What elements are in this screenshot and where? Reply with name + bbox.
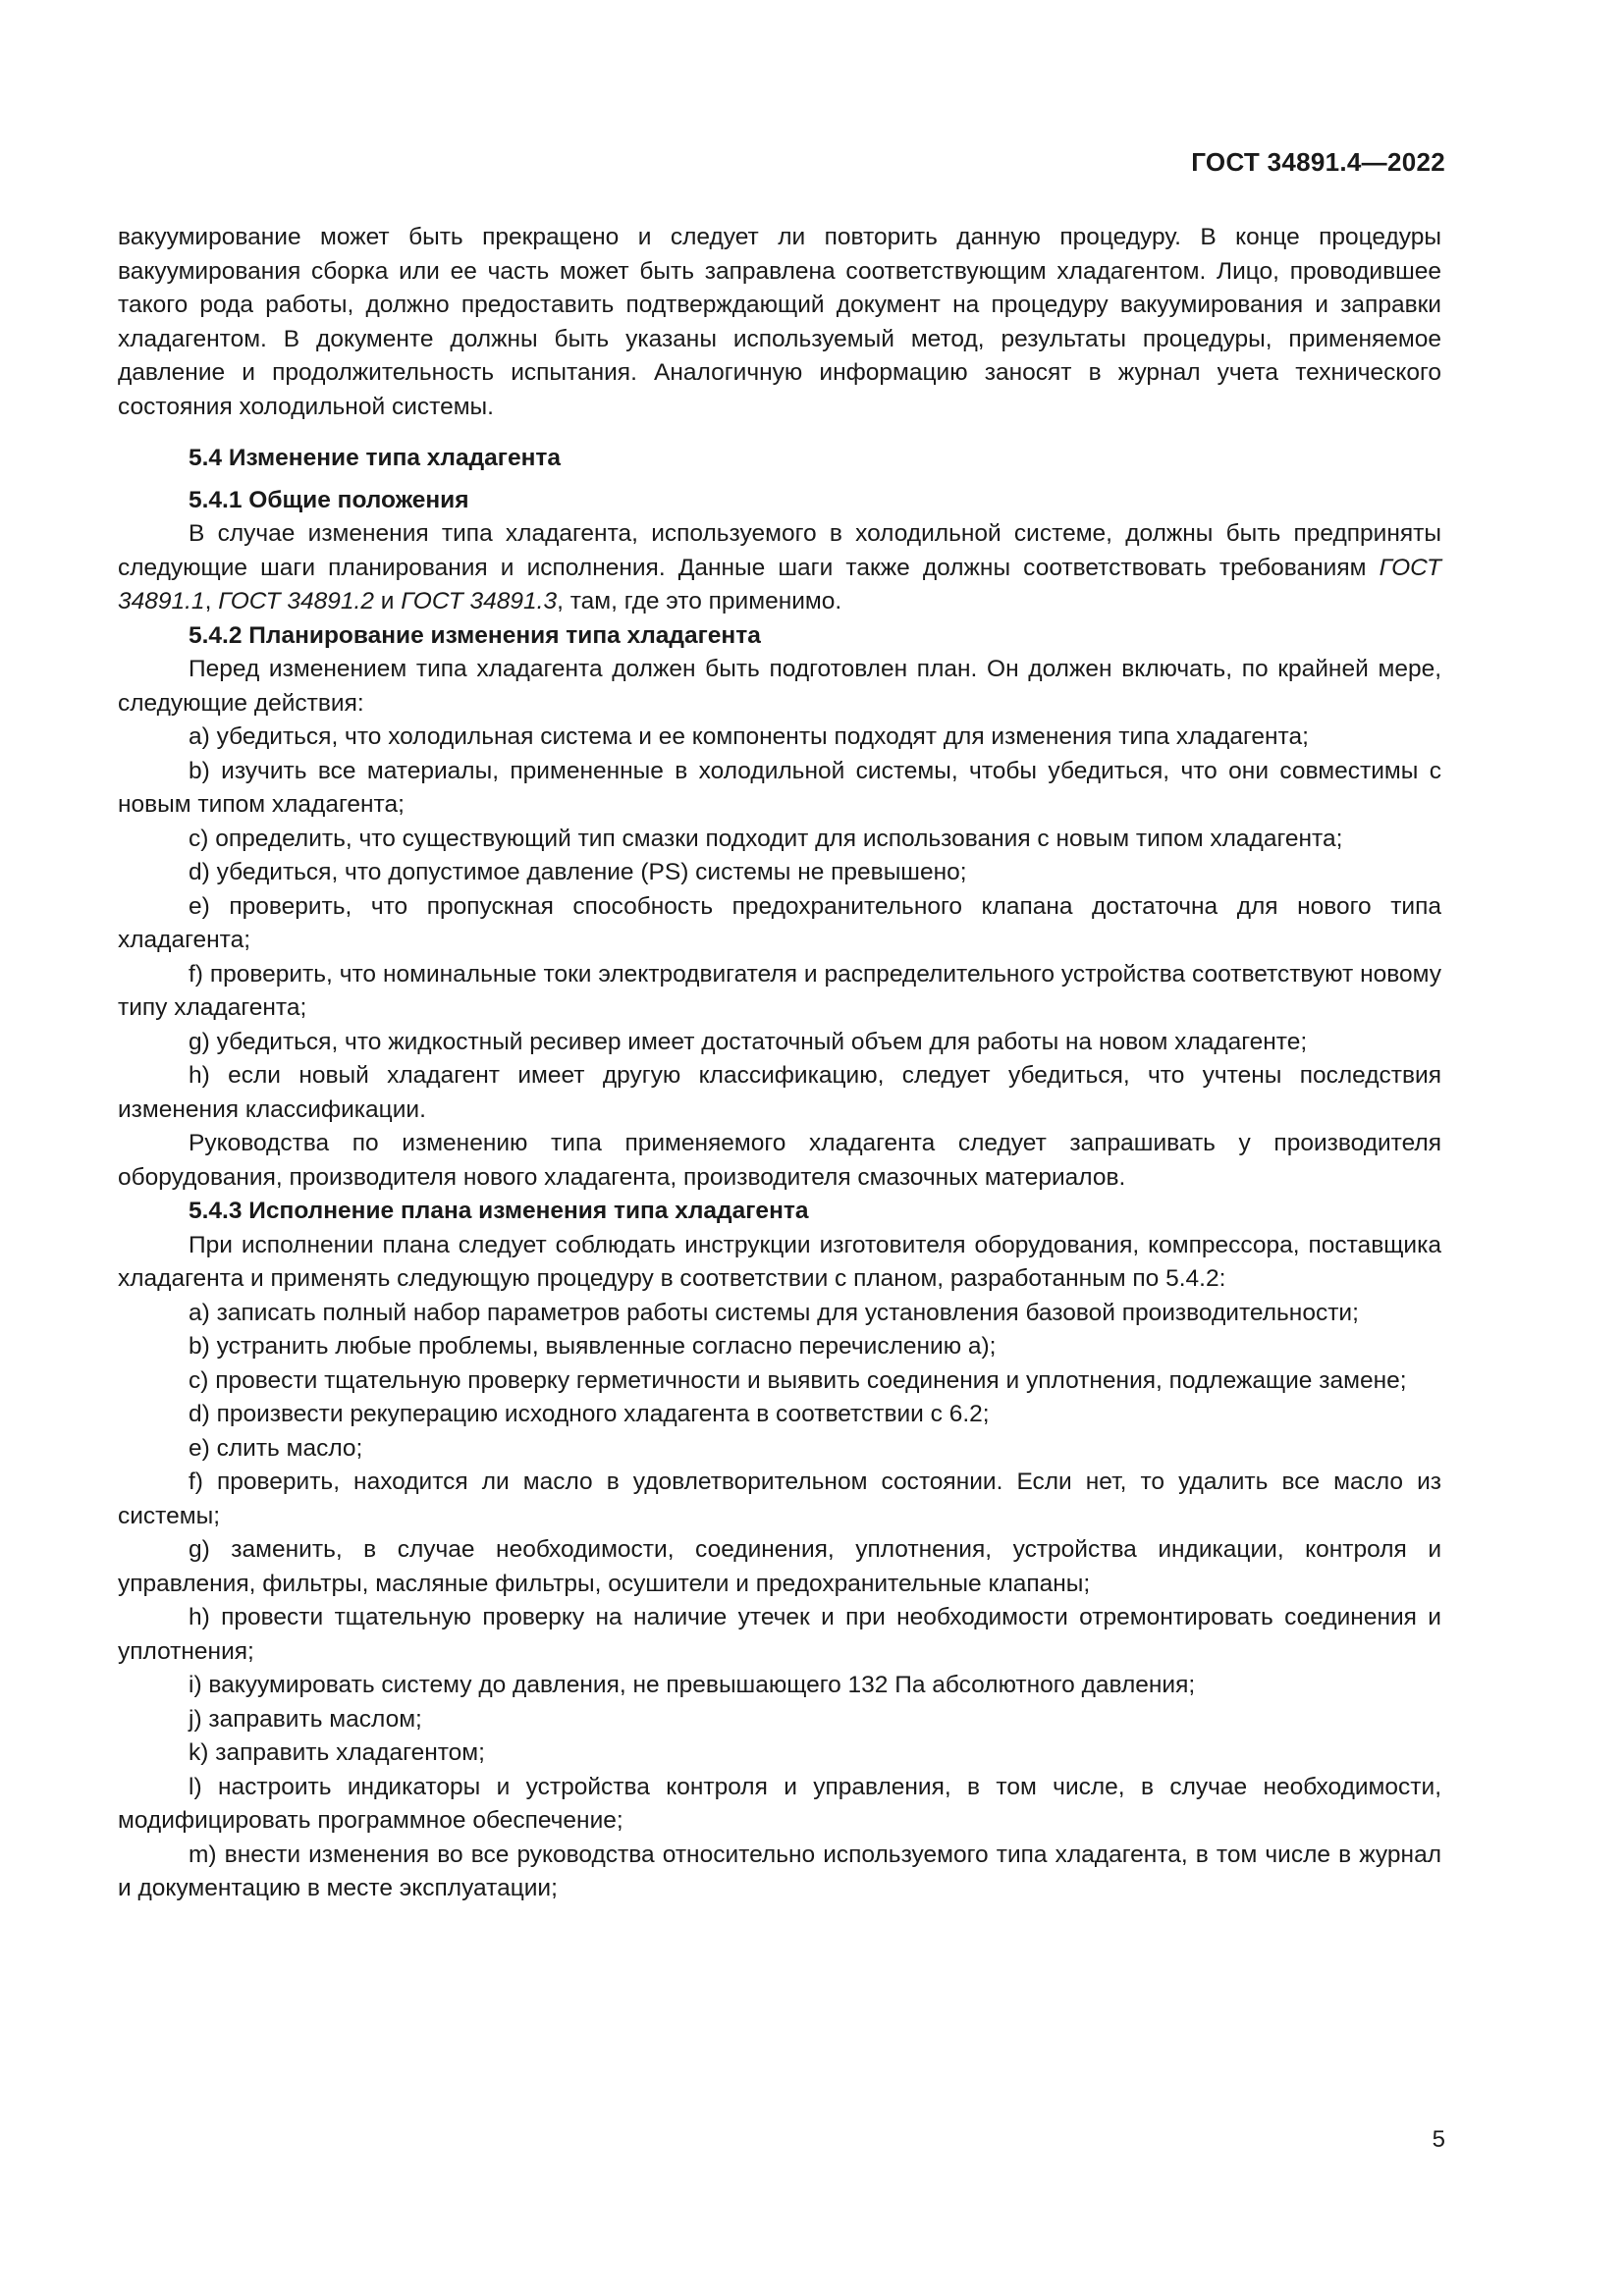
section-5-4-3-paragraph: При исполнении плана следует соблюдать инструкции изготовителя оборудования, компрессора, поставщика хладагента и применять следующую процедуру в соответствии с планом, разработанным по 5.4.2: <box>118 1231 1441 1292</box>
list-item: d) произвести рекуперацию исходного хладагента в соответствии с 6.2; <box>189 1401 990 1427</box>
list-item: a) записать полный набор параметров работы системы для установления базовой производительности; <box>189 1299 1359 1326</box>
list-item: d) убедиться, что допустимое давление (PS) системы не превышено; <box>189 859 967 885</box>
section-5-4-3-heading: 5.4.3 Исполнение плана изменения типа хладагента <box>189 1198 809 1224</box>
list-item: h) провести тщательную проверку на наличие утечек и при необходимости отремонтировать соединения и уплотнения; <box>118 1604 1441 1665</box>
document-code: ГОСТ 34891.4—2022 <box>1191 147 1445 177</box>
list-item: b) устранить любые проблемы, выявленные согласно перечислению а); <box>189 1333 997 1360</box>
list-item: j) заправить маслом; <box>189 1705 422 1733</box>
guidance-paragraph: Руководства по изменению типа применяемого хладагента следует запрашивать у производителя оборудования, производителя нового хладагента, производителя смазочных материалов. <box>118 1130 1441 1191</box>
standard-reference: ГОСТ 34891.1 <box>118 554 1441 614</box>
list-item: f) проверить, что номинальные токи электродвигателя и распределительного устройства соответствуют новому типу хладагента; <box>118 960 1441 1021</box>
document-body <box>118 221 1441 1906</box>
list-item: a) убедиться, что холодильная система и ее компоненты подходят для изменения типа хладагента; <box>189 723 1309 750</box>
paragraph-text: В случае изменения типа хладагента, используемого в холодильной системе, должны быть предприняты следующие шаги планирования и исполнения. Данные шаги также должны соответствовать требованиям <box>118 520 1441 581</box>
section-5-4-2-paragraph: Перед изменением типа хладагента должен быть подготовлен план. Он должен включать, по крайней мере, следующие действия: <box>118 656 1441 717</box>
separator: , <box>204 588 219 614</box>
list-item: h) если новый хладагент имеет другую классификацию, следует убедиться, что учтены последствия изменения классификации. <box>118 1062 1441 1123</box>
list-item: g) убедиться, что жидкостный ресивер имеет достаточный объем для работы на новом хладагенте; <box>189 1028 1308 1055</box>
section-5-4-heading: 5.4 Изменение типа хладагента <box>189 445 562 471</box>
section-5-4-1-paragraph <box>118 517 1441 619</box>
list-item: k) заправить хладагентом; <box>189 1739 485 1766</box>
list-item: e) проверить, что пропускная способность предохранительного клапана достаточна для нового типа хладагента; <box>118 892 1441 953</box>
intro-paragraph: вакуумирование может быть прекращено и следует ли повторить данную процедуру. В конце процедуры вакуумирования сборка или ее часть может быть заправлена соответствующим хладагентом. Лицо, проводившее такого рода работы, должно предоставить подтверждающий документ на процедуру вакуумирования и заправки хладагентом. В документе должны быть указаны используемый метод, результаты процедуры, применяемое давление и продолжительность испытания. Аналогичную информацию заносят в журнал учета технического состояния холодильной системы. <box>118 224 1441 420</box>
list-item: f) проверить, находится ли масло в удовлетворительном состоянии. Если нет, то удалить все масло из системы; <box>118 1468 1441 1529</box>
list-item: c) определить, что существующий тип смазки подходит для использования с новым типом хладагента; <box>189 825 1343 852</box>
list-item: e) слить масло; <box>189 1434 363 1462</box>
section-5-4-2-heading: 5.4.2 Планирование изменения типа хладагента <box>189 621 761 649</box>
list-item: c) провести тщательную проверку герметичности и выявить соединения и уплотнения, подлежащие замене; <box>189 1366 1407 1394</box>
section-5-4-1-heading: 5.4.1 Общие положения <box>189 486 469 513</box>
separator: и <box>373 588 402 614</box>
standard-reference: ГОСТ 34891.3 <box>401 588 558 614</box>
list-item: l) настроить индикаторы и устройства контроля и управления, в том числе, в случае необходимости, модифицировать программное обеспечение; <box>118 1773 1441 1834</box>
list-item: b) изучить все материалы, примененные в холодильной системы, чтобы убедиться, что они совместимы с новым типом хладагента; <box>118 757 1441 818</box>
list-item: m) внести изменения во все руководства относительно используемого типа хладагента, в том числе в журнал и документацию в месте эксплуатации; <box>118 1841 1441 1901</box>
list-item: g) заменить, в случае необходимости, соединения, уплотнения, устройства индикации, контроля и управления, фильтры, масляные фильтры, осушители и предохранительные клапаны; <box>118 1536 1441 1597</box>
page-number: 5 <box>1432 2126 1445 2153</box>
standard-reference: ГОСТ 34891.2 <box>218 588 374 614</box>
paragraph-text: , там, где это применимо. <box>557 588 842 614</box>
list-item: i) вакуумировать систему до давления, не превышающего 132 Па абсолютного давления; <box>189 1672 1196 1698</box>
